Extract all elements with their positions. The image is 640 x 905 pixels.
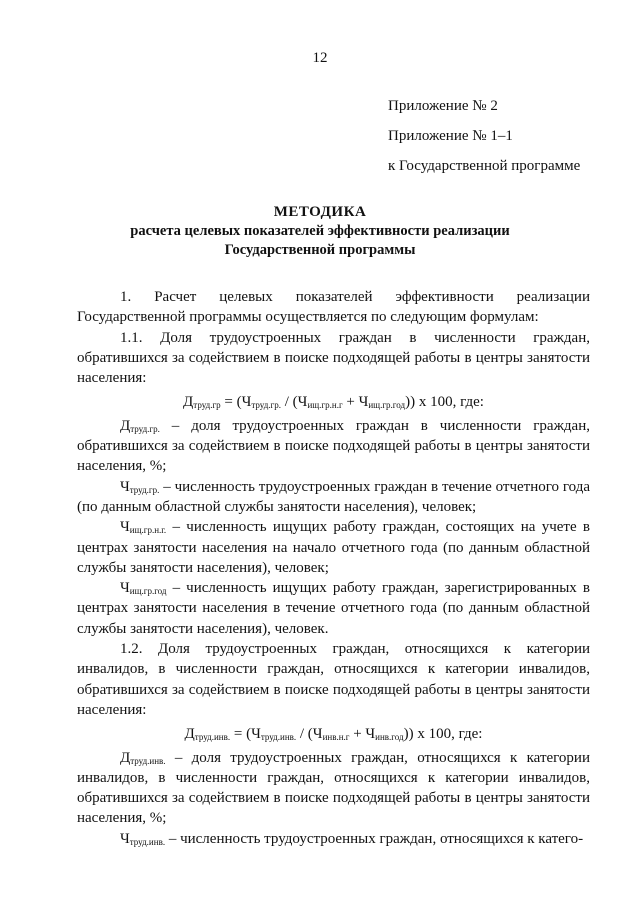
title-subheading-1: расчета целевых показателей эффективности реализации [130,223,510,239]
appendix-line-2: Приложение № 1–1 [388,128,513,144]
title-subheading-2: Государственной программы [224,242,416,258]
definition-2: $Ч_{труд.гр.}$ – численность трудоустроенных граждан в течение отчетного года (по данным областной службы занятости населения), человек; [77,478,590,515]
paragraph-1-2: 1.2. Доля трудоустроенных граждан, относящихся к категории инвалидов, в численности граждан, относящихся к категории инвалидов, обратившихся за содействием в поиске подходящей работы в центры занятости населения: [77,641,590,718]
appendix-line-3: к Государственной программе [388,158,581,174]
formula-1: $Д_{труд.гр} = (Ч_{труд.гр.} / (Ч_{ищ.гр.н.г} + Ч_{ищ.гр.год}))$ х 100, где: [183,394,484,411]
paragraph-1-1: 1.1. Доля трудоустроенных граждан в численности граждан, обратившихся за содействием в поиске подходящей работы в центры занятости населения: [77,329,590,387]
document-body [77,287,590,849]
appendix-line-1: Приложение № 2 [388,98,498,114]
definition-6: $Ч_{труд.инв.}$ – численность трудоустроенных граждан, относящихся к катего- [120,830,584,847]
page-number: 12 [312,50,328,66]
definition-5: $Д_{труд.инв.}$ – доля трудоустроенных граждан, относящихся к категории инвалидов, в численности граждан, относящихся к категории инвалидов, обратившихся за содействием в поиске подходящей работы в центры занятости населения, %; [77,749,590,827]
title-heading: МЕТОДИКА [273,204,367,220]
formula-2: $Д_{труд.инв.} = (Ч_{труд.инв.} / (Ч_{инв.н.г} + Ч_{инв.год}))$ х 100, где: [184,726,483,743]
definition-4: $Ч_{ищ.гр.год}$ – численность ищущих работу граждан, зарегистрированных в центрах занятости населения в течение отчетного года (по данным областной службы занятости населения), человек. [77,580,590,637]
definition-3: $Ч_{ищ.гр.н.г.}$ – численность ищущих работу граждан, состоящих на учете в центрах занятости населения на начало отчетного года (по данным областной службы занятости населения), человек; [77,519,590,576]
paragraph-1: 1. Расчет целевых показателей эффективности реализации Государственной программы осуществляется по следующим формулам: [77,289,590,326]
definition-1: $Д_{труд.гр.}$ – доля трудоустроенных граждан в численности граждан, обратившихся за содействием в поиске подходящей работы в центры занятости населения, %; [77,417,590,475]
